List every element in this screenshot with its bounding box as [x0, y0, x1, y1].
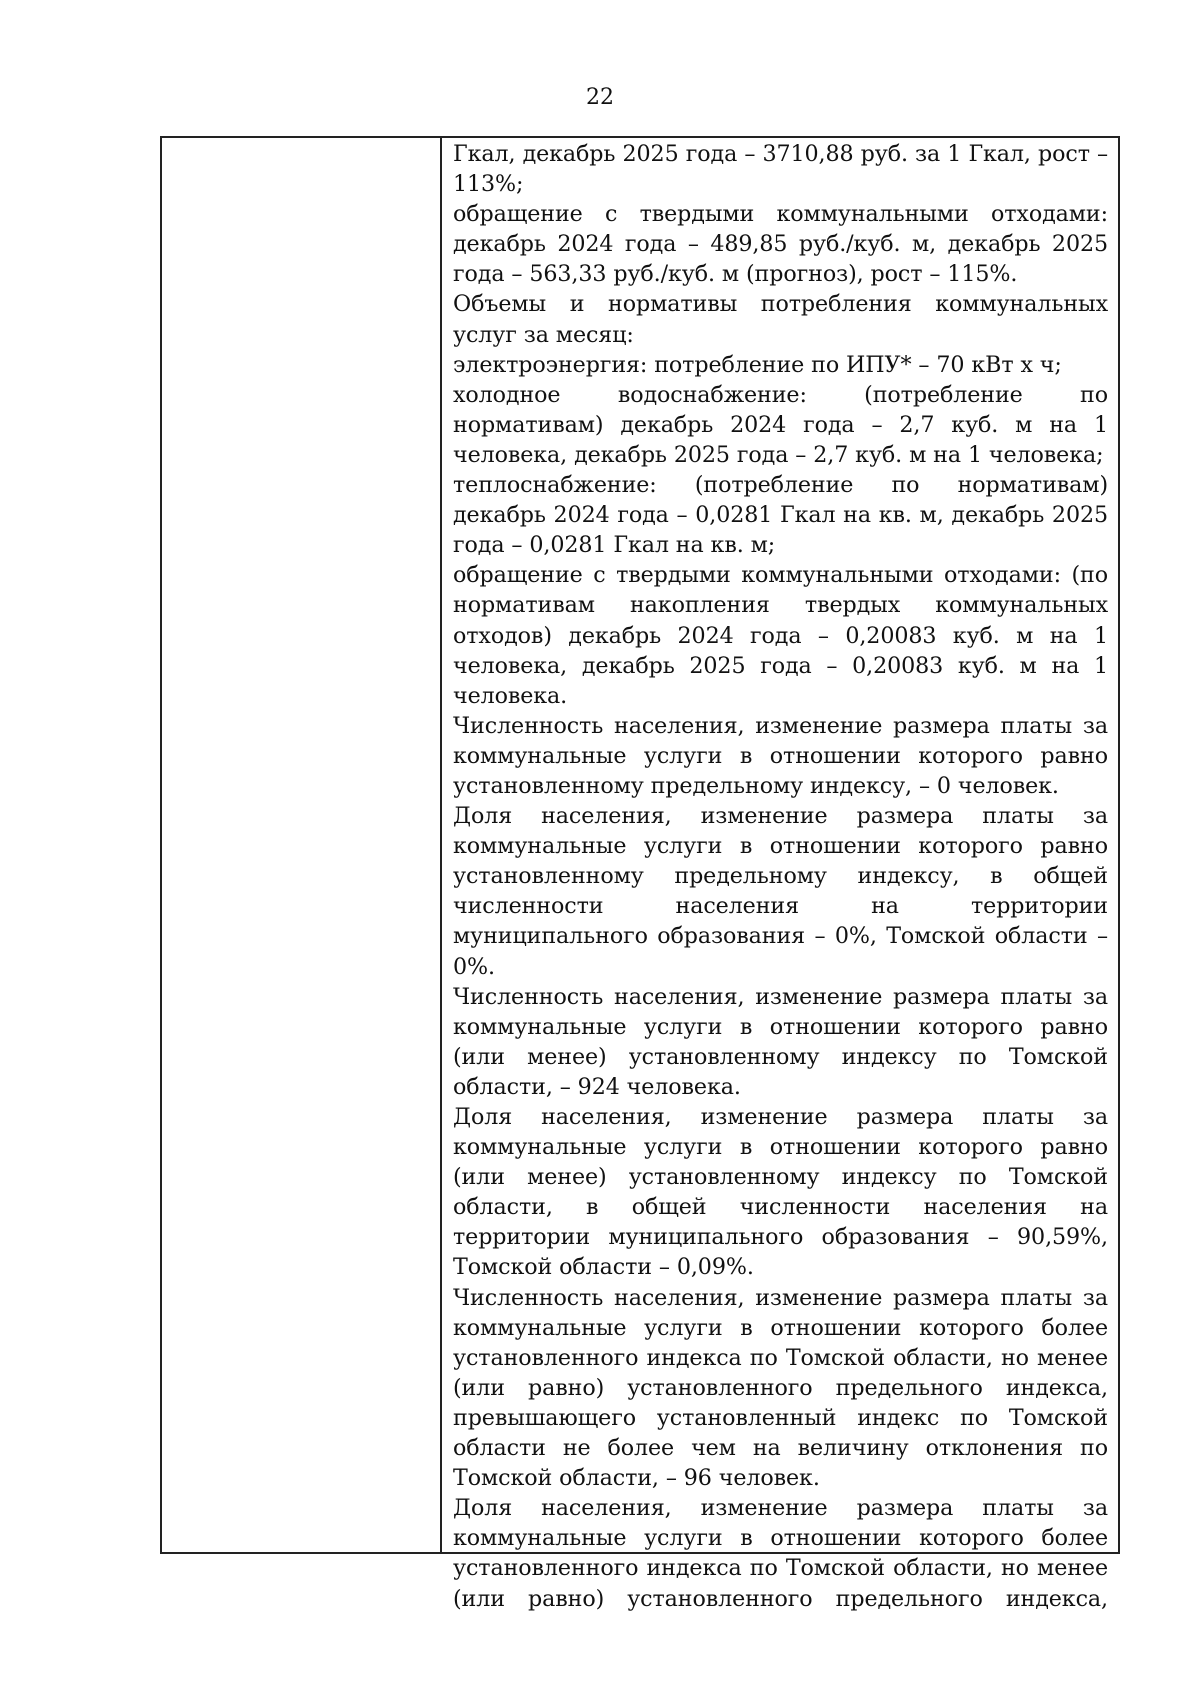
- document-table: [160, 136, 1120, 1612]
- paragraph-waste-tariff: обращение с твердыми коммунальными отходами: декабрь 2024 года – 489,85 руб./куб. м, декабрь 2025 года – 563,33 руб./куб. м (прогноз), рост – 115%.: [453, 201, 1108, 288]
- paragraph-share-regional-index: Доля населения, изменение размера платы за коммунальные услуги в отношении которого равно (или менее) установленному индексу по Томской области, в общей численности населения на территории муниципального образования – 90,59%, Томской области – 0,09%.: [453, 1104, 1108, 1281]
- paragraph-electricity: электроэнергия: потребление по ИПУ* – 70 кВт х ч;: [453, 351, 1062, 378]
- paragraph-heating: теплоснабжение: (потребление по нормативам) декабрь 2024 года – 0,0281 Гкал на кв. м, декабрь 2025 года – 0,0281 Гкал на кв. м;: [453, 472, 1108, 559]
- paragraph-cold-water: холодное водоснабжение: (потребление по нормативам) декабрь 2024 года – 2,7 куб. м на 1 человека, декабрь 2025 года – 2,7 куб. м на 1 человека;: [453, 381, 1108, 468]
- page-number: 22: [586, 85, 614, 110]
- paragraph-share-above-index: Доля населения, изменение размера платы за коммунальные услуги в отношении которого более установленного индекса по Томской области, но менее (или равно) установленного предельного индекса,: [453, 1495, 1108, 1612]
- table-cell-right: [442, 138, 1118, 1612]
- paragraph-population-above-index: Численность населения, изменение размера платы за коммунальные услуги в отношении которого более установленного индекса по Томской области, но менее (или равно) установленного предельного индекса, превышающего установленный индекс по Томской области не более чем на величину отклонения по Томской области, – 96 человек.: [453, 1284, 1108, 1492]
- paragraph-population-limit-index: Численность населения, изменение размера платы за коммунальные услуги в отношении которого равно установленному предельному индексу, – 0 человек.: [453, 712, 1108, 799]
- paragraph-heat-tariff-continued: Гкал, декабрь 2025 года – 3710,88 руб. за 1 Гкал, рост – 113%;: [453, 141, 1108, 198]
- paragraph-waste-norms: обращение с твердыми коммунальными отходами: (по нормативам накопления твердых коммунальных отходов) декабрь 2024 года – 0,20083 куб. м на 1 человека, декабрь 2025 года – 0,20083 куб. м на 1 человека.: [453, 562, 1108, 709]
- paragraph-population-regional-index: Численность населения, изменение размера платы за коммунальные услуги в отношении которого равно (или менее) установленному индексу по Томской области, – 924 человека.: [453, 983, 1108, 1100]
- table-cell-left: [162, 138, 442, 1552]
- paragraph-share-limit-index: Доля населения, изменение размера платы за коммунальные услуги в отношении которого равно установленному предельному индексу, в общей численности населения на территории муниципального образования – 0%, Томской области – 0%.: [453, 803, 1108, 980]
- paragraph-consumption-heading: Объемы и нормативы потребления коммунальных услуг за месяц:: [453, 291, 1108, 348]
